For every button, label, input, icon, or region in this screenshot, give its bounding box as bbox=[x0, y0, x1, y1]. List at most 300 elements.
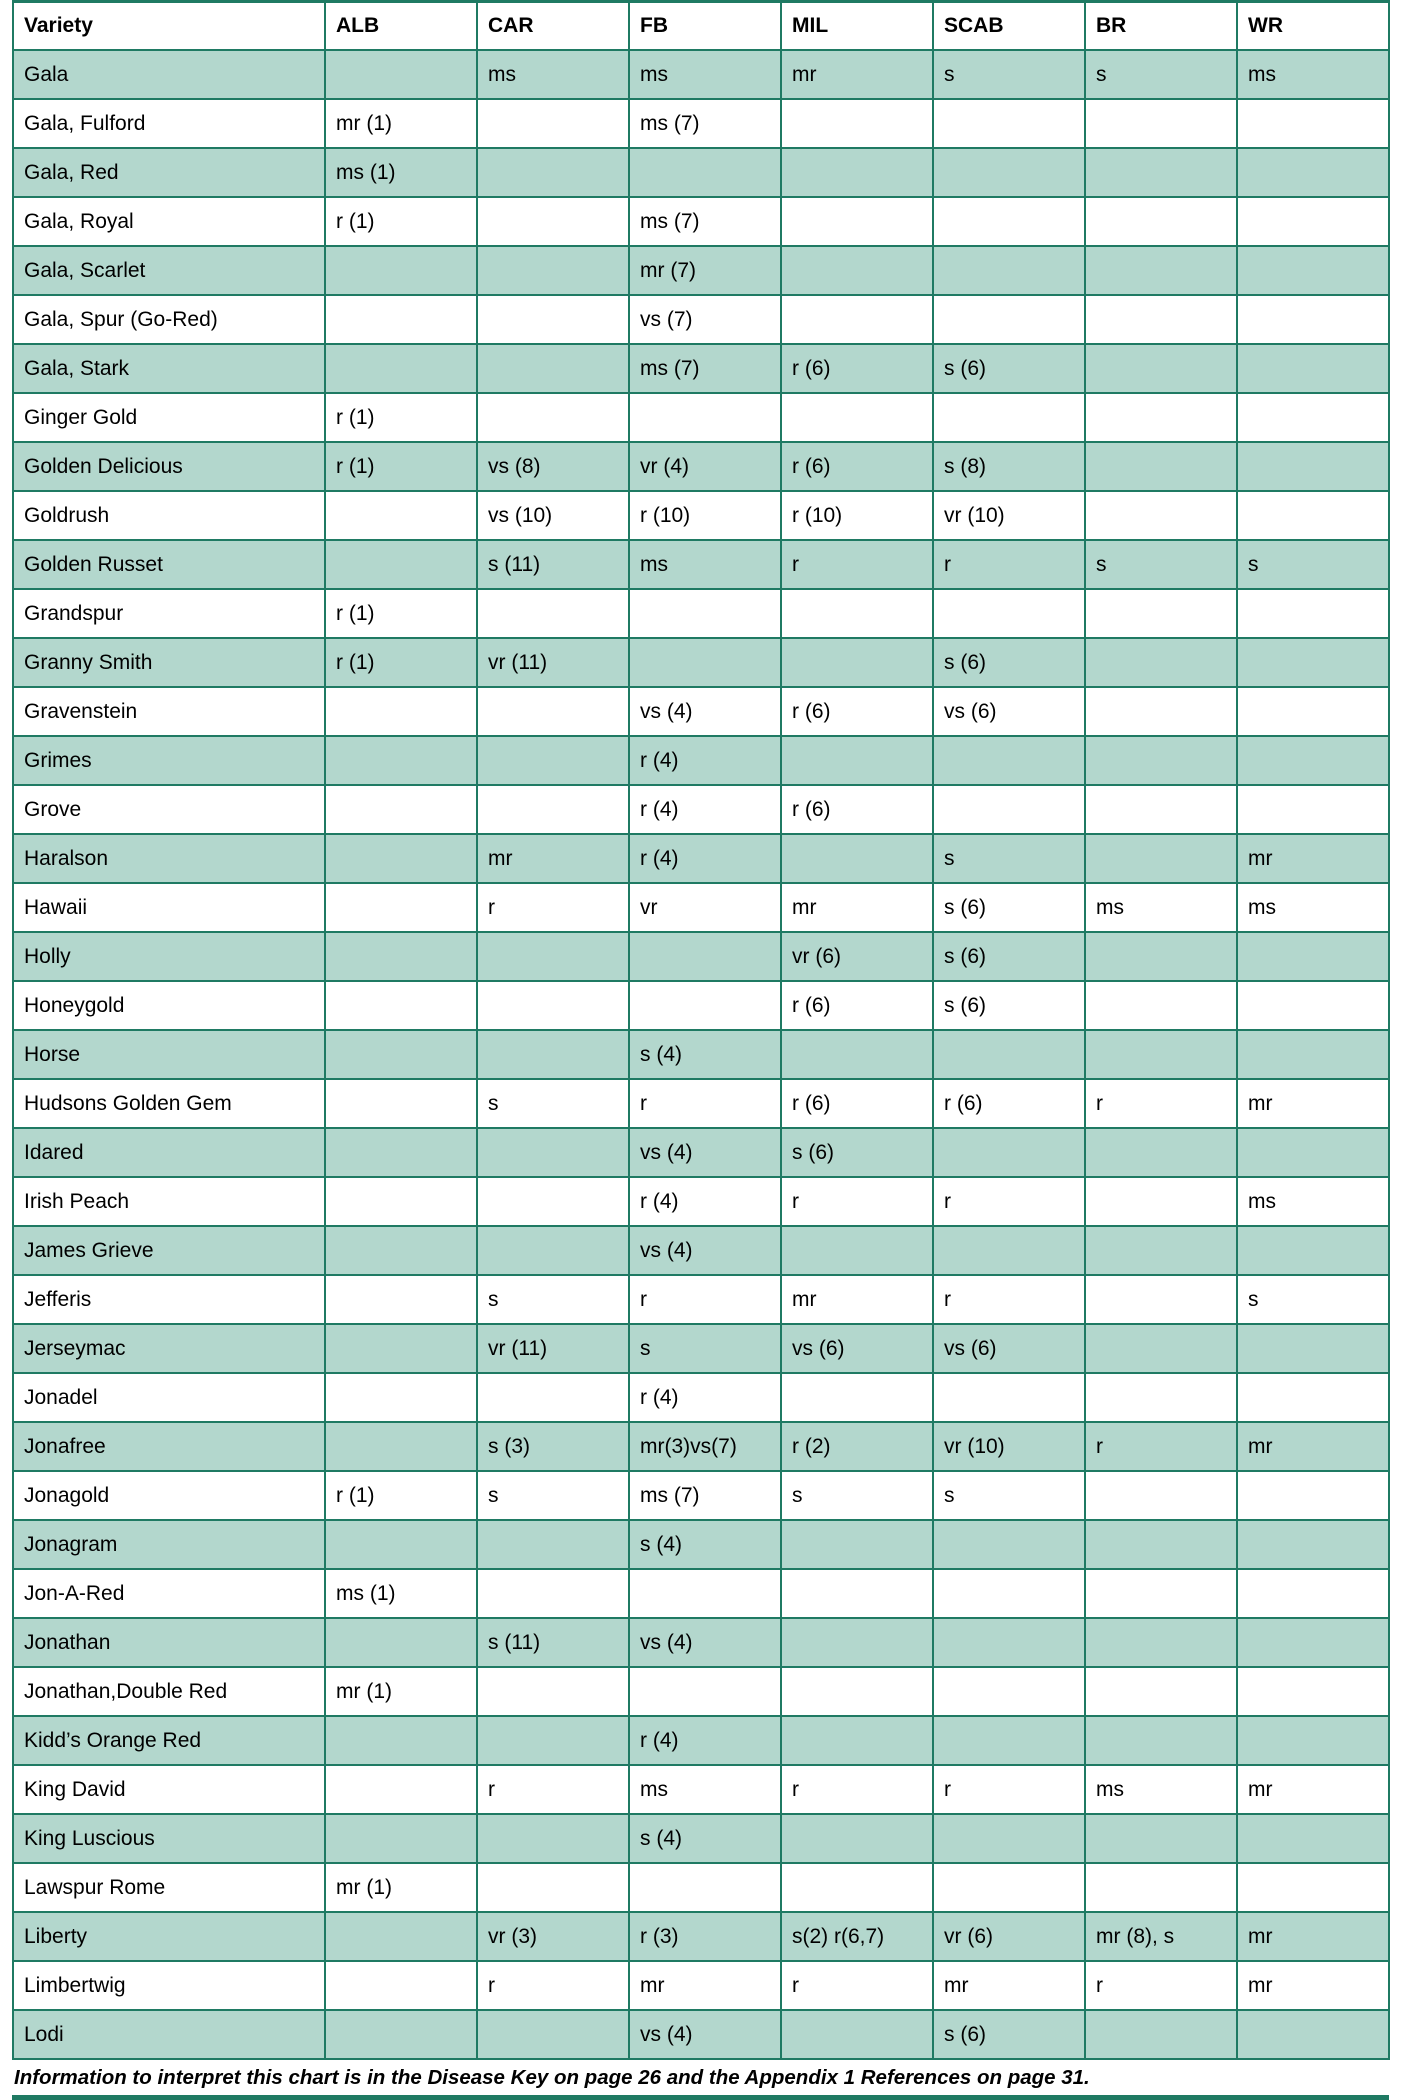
cell-rating: ms (1) bbox=[325, 1569, 477, 1618]
cell-variety-name: Liberty bbox=[13, 1912, 325, 1961]
cell-rating: s (4) bbox=[629, 1030, 781, 1079]
cell-rating bbox=[325, 1814, 477, 1863]
cell-rating: r bbox=[477, 883, 629, 932]
cell-rating: mr (8), s bbox=[1085, 1912, 1237, 1961]
cell-rating bbox=[781, 393, 933, 442]
cell-rating bbox=[477, 197, 629, 246]
cell-rating: s (6) bbox=[933, 932, 1085, 981]
cell-rating bbox=[1085, 1814, 1237, 1863]
cell-rating bbox=[1085, 1569, 1237, 1618]
cell-variety-name: Jonafree bbox=[13, 1422, 325, 1471]
cell-rating: mr bbox=[1237, 1961, 1389, 2010]
cell-rating bbox=[933, 99, 1085, 148]
cell-rating: mr bbox=[1237, 834, 1389, 883]
cell-rating: r (4) bbox=[629, 1716, 781, 1765]
cell-rating bbox=[1237, 1667, 1389, 1716]
cell-rating bbox=[325, 344, 477, 393]
cell-rating: mr bbox=[781, 50, 933, 99]
table-row bbox=[13, 1716, 1389, 1765]
cell-rating bbox=[933, 295, 1085, 344]
cell-rating: s (8) bbox=[933, 442, 1085, 491]
cell-rating bbox=[1085, 344, 1237, 393]
cell-rating bbox=[1237, 393, 1389, 442]
table-row bbox=[13, 1961, 1389, 2010]
cell-rating: r bbox=[781, 1177, 933, 1226]
cell-rating bbox=[1085, 99, 1237, 148]
cell-rating: r bbox=[933, 1765, 1085, 1814]
cell-variety-name: Gala, Fulford bbox=[13, 99, 325, 148]
cell-rating: mr bbox=[629, 1961, 781, 2010]
cell-variety-name: Hawaii bbox=[13, 883, 325, 932]
cell-rating bbox=[1085, 1128, 1237, 1177]
cell-rating: r bbox=[1085, 1422, 1237, 1471]
cell-rating bbox=[1085, 197, 1237, 246]
cell-rating bbox=[1085, 1324, 1237, 1373]
cell-rating bbox=[781, 1814, 933, 1863]
cell-rating bbox=[325, 1226, 477, 1275]
cell-rating: r bbox=[1085, 1961, 1237, 2010]
cell-rating: s bbox=[629, 1324, 781, 1373]
cell-rating bbox=[477, 1863, 629, 1912]
cell-rating bbox=[477, 981, 629, 1030]
cell-rating: mr (7) bbox=[629, 246, 781, 295]
cell-rating bbox=[1237, 442, 1389, 491]
cell-rating bbox=[781, 1863, 933, 1912]
cell-rating bbox=[933, 1667, 1085, 1716]
cell-rating: vs (4) bbox=[629, 1226, 781, 1275]
cell-rating: vr (3) bbox=[477, 1912, 629, 1961]
table-body bbox=[13, 50, 1389, 2059]
table-row bbox=[13, 1912, 1389, 1961]
cell-rating bbox=[1237, 1324, 1389, 1373]
cell-rating: r bbox=[933, 1177, 1085, 1226]
cell-rating bbox=[477, 1177, 629, 1226]
cell-rating: ms bbox=[629, 540, 781, 589]
cell-rating bbox=[1237, 2010, 1389, 2059]
cell-variety-name: Honeygold bbox=[13, 981, 325, 1030]
cell-rating bbox=[1237, 981, 1389, 1030]
cell-rating: r (1) bbox=[325, 1471, 477, 1520]
column-header-scab: SCAB bbox=[933, 2, 1085, 51]
cell-rating bbox=[781, 148, 933, 197]
cell-rating bbox=[933, 1716, 1085, 1765]
cell-rating: vr (6) bbox=[781, 932, 933, 981]
cell-rating bbox=[325, 687, 477, 736]
cell-rating: r (2) bbox=[781, 1422, 933, 1471]
cell-rating: mr bbox=[933, 1961, 1085, 2010]
cell-variety-name: Jonathan,Double Red bbox=[13, 1667, 325, 1716]
cell-variety-name: Holly bbox=[13, 932, 325, 981]
cell-rating bbox=[933, 1863, 1085, 1912]
cell-rating bbox=[629, 638, 781, 687]
table-row bbox=[13, 834, 1389, 883]
cell-rating bbox=[781, 246, 933, 295]
cell-rating bbox=[1085, 1618, 1237, 1667]
cell-rating bbox=[1237, 932, 1389, 981]
cell-rating bbox=[1085, 1373, 1237, 1422]
cell-rating: s bbox=[1237, 1275, 1389, 1324]
cell-rating bbox=[933, 589, 1085, 638]
table-header-row bbox=[13, 2, 1389, 51]
cell-rating: s (3) bbox=[477, 1422, 629, 1471]
cell-rating bbox=[325, 491, 477, 540]
cell-rating bbox=[325, 785, 477, 834]
cell-rating bbox=[1237, 1373, 1389, 1422]
cell-variety-name: Jonagold bbox=[13, 1471, 325, 1520]
table-row bbox=[13, 1814, 1389, 1863]
cell-rating bbox=[325, 834, 477, 883]
cell-rating bbox=[629, 981, 781, 1030]
cell-rating: r bbox=[629, 1079, 781, 1128]
cell-variety-name: Lawspur Rome bbox=[13, 1863, 325, 1912]
cell-rating: r (10) bbox=[781, 491, 933, 540]
cell-variety-name: Gala bbox=[13, 50, 325, 99]
cell-rating bbox=[1085, 1863, 1237, 1912]
cell-rating: vr (4) bbox=[629, 442, 781, 491]
table-row bbox=[13, 1275, 1389, 1324]
cell-rating bbox=[1085, 1226, 1237, 1275]
table-row bbox=[13, 246, 1389, 295]
table-row bbox=[13, 1863, 1389, 1912]
cell-rating bbox=[477, 785, 629, 834]
cell-rating: mr bbox=[1237, 1912, 1389, 1961]
cell-variety-name: Gala, Royal bbox=[13, 197, 325, 246]
cell-rating: vr (10) bbox=[933, 1422, 1085, 1471]
cell-rating: r (4) bbox=[629, 736, 781, 785]
cell-rating bbox=[1085, 1471, 1237, 1520]
cell-variety-name: James Grieve bbox=[13, 1226, 325, 1275]
cell-rating bbox=[1085, 834, 1237, 883]
cell-rating bbox=[629, 393, 781, 442]
cell-rating bbox=[325, 1765, 477, 1814]
cell-rating bbox=[477, 344, 629, 393]
column-header-alb: ALB bbox=[325, 2, 477, 51]
cell-rating: ms (7) bbox=[629, 344, 781, 393]
cell-rating bbox=[781, 2010, 933, 2059]
cell-rating bbox=[933, 197, 1085, 246]
cell-variety-name: King David bbox=[13, 1765, 325, 1814]
cell-rating: ms bbox=[1237, 1177, 1389, 1226]
cell-rating bbox=[477, 1030, 629, 1079]
table-row bbox=[13, 1422, 1389, 1471]
cell-rating: r (4) bbox=[629, 834, 781, 883]
table-row bbox=[13, 540, 1389, 589]
cell-rating bbox=[477, 2010, 629, 2059]
cell-rating bbox=[1237, 687, 1389, 736]
cell-rating: mr bbox=[781, 1275, 933, 1324]
table-row bbox=[13, 1569, 1389, 1618]
cell-rating: vr bbox=[629, 883, 781, 932]
cell-rating bbox=[1237, 1471, 1389, 1520]
cell-variety-name: Golden Delicious bbox=[13, 442, 325, 491]
cell-rating: s bbox=[1085, 540, 1237, 589]
cell-rating bbox=[781, 295, 933, 344]
cell-rating bbox=[781, 1226, 933, 1275]
cell-variety-name: Gravenstein bbox=[13, 687, 325, 736]
cell-rating bbox=[781, 99, 933, 148]
cell-rating bbox=[1085, 1275, 1237, 1324]
cell-rating bbox=[933, 1226, 1085, 1275]
cell-rating bbox=[781, 736, 933, 785]
cell-rating: s bbox=[477, 1079, 629, 1128]
column-header-wr: WR bbox=[1237, 2, 1389, 51]
cell-rating bbox=[1085, 785, 1237, 834]
cell-rating bbox=[477, 932, 629, 981]
cell-rating: vs (7) bbox=[629, 295, 781, 344]
cell-rating: s bbox=[933, 1471, 1085, 1520]
cell-rating: r (4) bbox=[629, 1177, 781, 1226]
cell-variety-name: Horse bbox=[13, 1030, 325, 1079]
cell-rating bbox=[1085, 491, 1237, 540]
cell-rating bbox=[477, 736, 629, 785]
apple-variety-disease-table bbox=[12, 0, 1390, 2060]
cell-rating: s (4) bbox=[629, 1814, 781, 1863]
cell-rating: s bbox=[1085, 50, 1237, 99]
column-header-br: BR bbox=[1085, 2, 1237, 51]
cell-rating bbox=[933, 1618, 1085, 1667]
cell-rating bbox=[933, 1030, 1085, 1079]
cell-rating bbox=[1085, 981, 1237, 1030]
cell-rating: r (6) bbox=[933, 1079, 1085, 1128]
cell-rating bbox=[629, 1667, 781, 1716]
cell-variety-name: Jonagram bbox=[13, 1520, 325, 1569]
cell-variety-name: Goldrush bbox=[13, 491, 325, 540]
table-row bbox=[13, 687, 1389, 736]
table-row bbox=[13, 1030, 1389, 1079]
cell-rating bbox=[781, 638, 933, 687]
cell-rating: vr (6) bbox=[933, 1912, 1085, 1961]
cell-rating: ms (1) bbox=[325, 148, 477, 197]
cell-rating bbox=[1085, 246, 1237, 295]
cell-rating: s (6) bbox=[933, 981, 1085, 1030]
cell-rating bbox=[325, 246, 477, 295]
cell-rating: r (6) bbox=[781, 785, 933, 834]
table-row bbox=[13, 2010, 1389, 2059]
cell-rating bbox=[477, 687, 629, 736]
cell-rating: ms bbox=[629, 50, 781, 99]
cell-variety-name: Jonadel bbox=[13, 1373, 325, 1422]
cell-rating: r (4) bbox=[629, 1373, 781, 1422]
cell-rating: vr (11) bbox=[477, 638, 629, 687]
cell-rating bbox=[325, 1128, 477, 1177]
table-row bbox=[13, 1079, 1389, 1128]
cell-rating bbox=[629, 1569, 781, 1618]
table-row bbox=[13, 785, 1389, 834]
cell-rating bbox=[1085, 393, 1237, 442]
cell-rating bbox=[781, 1667, 933, 1716]
cell-rating bbox=[933, 1128, 1085, 1177]
column-header-car: CAR bbox=[477, 2, 629, 51]
cell-rating bbox=[1237, 638, 1389, 687]
cell-rating: s (6) bbox=[781, 1128, 933, 1177]
table-row bbox=[13, 1226, 1389, 1275]
table-row bbox=[13, 1373, 1389, 1422]
cell-rating bbox=[1237, 344, 1389, 393]
cell-rating bbox=[325, 1030, 477, 1079]
cell-variety-name: Limbertwig bbox=[13, 1961, 325, 2010]
cell-variety-name: Hudsons Golden Gem bbox=[13, 1079, 325, 1128]
table-row bbox=[13, 344, 1389, 393]
cell-rating bbox=[629, 148, 781, 197]
cell-variety-name: Grove bbox=[13, 785, 325, 834]
cell-rating bbox=[1237, 1716, 1389, 1765]
cell-rating bbox=[1237, 1030, 1389, 1079]
cell-rating bbox=[325, 1716, 477, 1765]
cell-variety-name: Gala, Red bbox=[13, 148, 325, 197]
cell-rating bbox=[933, 393, 1085, 442]
cell-rating: s (11) bbox=[477, 540, 629, 589]
cell-rating bbox=[477, 1373, 629, 1422]
cell-variety-name: Kidd’s Orange Red bbox=[13, 1716, 325, 1765]
table-row bbox=[13, 1177, 1389, 1226]
footnote: Information to interpret this chart is in the Disease Key on page 26 and the Appendix 1 References on page 31. bbox=[14, 2066, 1090, 2089]
cell-rating: r (1) bbox=[325, 638, 477, 687]
cell-rating: ms bbox=[1085, 883, 1237, 932]
cell-rating bbox=[477, 1128, 629, 1177]
cell-rating bbox=[629, 589, 781, 638]
cell-rating bbox=[325, 2010, 477, 2059]
cell-rating: mr(3)vs(7) bbox=[629, 1422, 781, 1471]
cell-variety-name: Lodi bbox=[13, 2010, 325, 2059]
cell-variety-name: Golden Russet bbox=[13, 540, 325, 589]
cell-rating bbox=[325, 1618, 477, 1667]
cell-rating bbox=[933, 148, 1085, 197]
table-row bbox=[13, 1471, 1389, 1520]
cell-rating bbox=[1237, 295, 1389, 344]
cell-rating bbox=[781, 1618, 933, 1667]
cell-variety-name: Haralson bbox=[13, 834, 325, 883]
table-row bbox=[13, 50, 1389, 99]
cell-rating: mr bbox=[781, 883, 933, 932]
cell-rating bbox=[933, 785, 1085, 834]
cell-rating bbox=[781, 589, 933, 638]
cell-rating: r bbox=[933, 540, 1085, 589]
cell-rating bbox=[1237, 736, 1389, 785]
cell-rating: s bbox=[933, 50, 1085, 99]
cell-rating bbox=[1085, 148, 1237, 197]
cell-rating bbox=[1237, 1814, 1389, 1863]
cell-rating: s bbox=[477, 1471, 629, 1520]
cell-rating: s (4) bbox=[629, 1520, 781, 1569]
table-row bbox=[13, 148, 1389, 197]
cell-rating: s (6) bbox=[933, 883, 1085, 932]
cell-rating bbox=[781, 1030, 933, 1079]
cell-rating bbox=[325, 1275, 477, 1324]
table-row bbox=[13, 736, 1389, 785]
cell-rating: s bbox=[781, 1471, 933, 1520]
cell-rating bbox=[1237, 589, 1389, 638]
column-header-fb: FB bbox=[629, 2, 781, 51]
cell-rating bbox=[1237, 197, 1389, 246]
table-row bbox=[13, 1765, 1389, 1814]
cell-rating: ms (7) bbox=[629, 1471, 781, 1520]
cell-rating: vs (8) bbox=[477, 442, 629, 491]
table-row bbox=[13, 883, 1389, 932]
cell-rating: s bbox=[1237, 540, 1389, 589]
table-row bbox=[13, 981, 1389, 1030]
cell-rating: vr (10) bbox=[933, 491, 1085, 540]
cell-rating bbox=[933, 736, 1085, 785]
cell-rating bbox=[477, 246, 629, 295]
table-row bbox=[13, 197, 1389, 246]
bottom-rule bbox=[12, 2095, 1389, 2100]
cell-rating: mr bbox=[1237, 1079, 1389, 1128]
cell-rating: s bbox=[477, 1275, 629, 1324]
table-row bbox=[13, 1618, 1389, 1667]
cell-rating bbox=[1237, 246, 1389, 295]
cell-rating bbox=[325, 540, 477, 589]
cell-rating: s(2) r(6,7) bbox=[781, 1912, 933, 1961]
cell-rating bbox=[325, 1912, 477, 1961]
cell-rating bbox=[1237, 1618, 1389, 1667]
cell-rating bbox=[1085, 1520, 1237, 1569]
cell-rating: mr (1) bbox=[325, 1863, 477, 1912]
cell-rating: vs (4) bbox=[629, 1618, 781, 1667]
cell-rating bbox=[1237, 785, 1389, 834]
cell-rating bbox=[325, 1079, 477, 1128]
cell-rating: r bbox=[781, 1765, 933, 1814]
cell-rating bbox=[1085, 1030, 1237, 1079]
cell-rating: r (6) bbox=[781, 981, 933, 1030]
cell-rating: mr bbox=[1237, 1765, 1389, 1814]
cell-rating bbox=[477, 1716, 629, 1765]
cell-variety-name: Idared bbox=[13, 1128, 325, 1177]
cell-variety-name: Granny Smith bbox=[13, 638, 325, 687]
cell-rating: vr (11) bbox=[477, 1324, 629, 1373]
cell-variety-name: Gala, Scarlet bbox=[13, 246, 325, 295]
cell-rating: ms bbox=[629, 1765, 781, 1814]
table-row bbox=[13, 1520, 1389, 1569]
cell-rating: r bbox=[477, 1765, 629, 1814]
cell-rating: r (1) bbox=[325, 393, 477, 442]
cell-rating bbox=[1085, 589, 1237, 638]
cell-rating bbox=[477, 1226, 629, 1275]
cell-rating: s bbox=[933, 834, 1085, 883]
cell-rating: vs (4) bbox=[629, 2010, 781, 2059]
cell-rating bbox=[325, 1324, 477, 1373]
cell-rating: r bbox=[781, 1961, 933, 2010]
cell-rating bbox=[1085, 638, 1237, 687]
cell-rating bbox=[477, 1814, 629, 1863]
cell-rating: r (1) bbox=[325, 442, 477, 491]
cell-rating: ms bbox=[1237, 50, 1389, 99]
cell-rating bbox=[629, 932, 781, 981]
cell-rating bbox=[1237, 1226, 1389, 1275]
table-row bbox=[13, 393, 1389, 442]
cell-rating bbox=[477, 589, 629, 638]
cell-variety-name: King Luscious bbox=[13, 1814, 325, 1863]
cell-rating bbox=[1085, 2010, 1237, 2059]
cell-rating: r bbox=[477, 1961, 629, 2010]
cell-rating: s (6) bbox=[933, 344, 1085, 393]
cell-rating bbox=[477, 99, 629, 148]
cell-rating bbox=[1085, 1177, 1237, 1226]
cell-rating: vs (6) bbox=[933, 687, 1085, 736]
cell-rating bbox=[1085, 442, 1237, 491]
cell-rating bbox=[933, 1520, 1085, 1569]
table-header bbox=[13, 2, 1389, 51]
cell-rating: vs (10) bbox=[477, 491, 629, 540]
cell-variety-name: Grimes bbox=[13, 736, 325, 785]
cell-rating bbox=[1085, 295, 1237, 344]
cell-rating: r bbox=[933, 1275, 1085, 1324]
table-row bbox=[13, 99, 1389, 148]
cell-rating: mr (1) bbox=[325, 1667, 477, 1716]
table-row bbox=[13, 491, 1389, 540]
cell-variety-name: Jon-A-Red bbox=[13, 1569, 325, 1618]
table-row bbox=[13, 589, 1389, 638]
cell-rating: vs (6) bbox=[933, 1324, 1085, 1373]
